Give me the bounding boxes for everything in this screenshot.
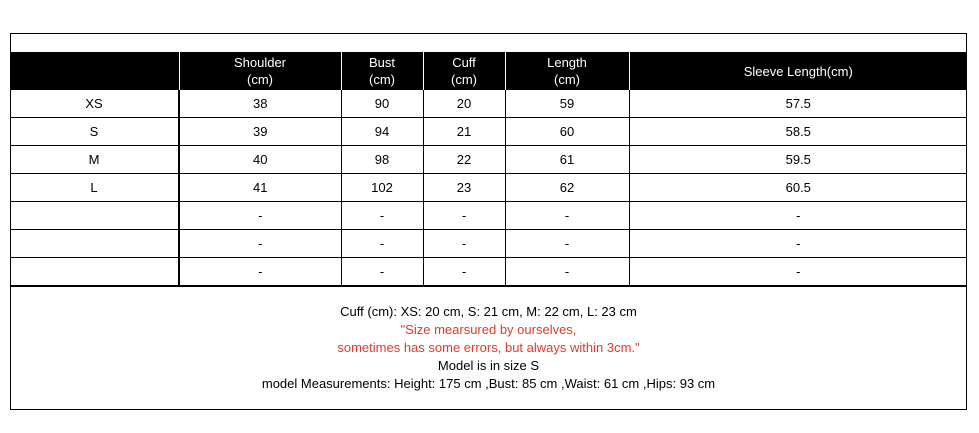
- cell-sleeve-length: 59.5: [629, 146, 967, 174]
- cell-cuff: 20: [423, 90, 505, 118]
- size-table: [10, 52, 967, 287]
- cell-length: -: [505, 202, 629, 230]
- cell-size: [10, 258, 179, 287]
- cell-size: L: [10, 174, 179, 202]
- disclaimer-line-1: "Size mearsured by ourselves,: [400, 322, 577, 337]
- cell-shoulder: -: [179, 230, 341, 258]
- cell-sleeve-length: -: [629, 202, 967, 230]
- header-length: Length (cm): [505, 52, 629, 90]
- table-row: [10, 118, 967, 146]
- table-header-row: [10, 52, 967, 90]
- table-row: [10, 202, 967, 230]
- cell-bust: 102: [341, 174, 423, 202]
- cell-size: M: [10, 146, 179, 174]
- header-bust: Bust (cm): [341, 52, 423, 90]
- header-cuff: Cuff (cm): [423, 52, 505, 90]
- cell-size: [10, 202, 179, 230]
- cuff-note: Cuff (cm): XS: 20 cm, S: 21 cm, M: 22 cm, L: 23 cm: [340, 304, 637, 319]
- cell-length: -: [505, 258, 629, 287]
- cell-bust: 98: [341, 146, 423, 174]
- cell-size: [10, 230, 179, 258]
- cell-bust: 90: [341, 90, 423, 118]
- cell-cuff: 23: [423, 174, 505, 202]
- cell-sleeve-length: -: [629, 258, 967, 287]
- cell-bust: -: [341, 202, 423, 230]
- cell-cuff: -: [423, 258, 505, 287]
- cell-length: 59: [505, 90, 629, 118]
- cell-cuff: -: [423, 202, 505, 230]
- cell-sleeve-length: -: [629, 230, 967, 258]
- cell-bust: -: [341, 258, 423, 287]
- table-row: [10, 258, 967, 287]
- table-row: [10, 174, 967, 202]
- size-notes: [10, 303, 967, 393]
- cell-sleeve-length: 58.5: [629, 118, 967, 146]
- cell-cuff: 22: [423, 146, 505, 174]
- header-shoulder: Shoulder (cm): [179, 52, 341, 90]
- table-row: [10, 146, 967, 174]
- header-sleeve-length: Sleeve Length(cm): [629, 52, 967, 90]
- table-row: [10, 230, 967, 258]
- cell-shoulder: 39: [179, 118, 341, 146]
- cell-length: 62: [505, 174, 629, 202]
- cell-shoulder: 38: [179, 90, 341, 118]
- model-measurements-note: model Measurements: Height: 175 cm ,Bust: 85 cm ,Waist: 61 cm ,Hips: 93 cm: [261, 376, 716, 391]
- cell-shoulder: -: [179, 258, 341, 287]
- cell-length: -: [505, 230, 629, 258]
- cell-shoulder: -: [179, 202, 341, 230]
- model-size-note: Model is in size S: [437, 358, 540, 373]
- cell-cuff: 21: [423, 118, 505, 146]
- cell-size: S: [10, 118, 179, 146]
- header-size: [10, 52, 179, 90]
- cell-bust: 94: [341, 118, 423, 146]
- cell-sleeve-length: 60.5: [629, 174, 967, 202]
- cell-bust: -: [341, 230, 423, 258]
- cell-length: 60: [505, 118, 629, 146]
- table-row: [10, 90, 967, 118]
- cell-sleeve-length: 57.5: [629, 90, 967, 118]
- cell-shoulder: 40: [179, 146, 341, 174]
- cell-size: XS: [10, 90, 179, 118]
- cell-length: 61: [505, 146, 629, 174]
- cell-cuff: -: [423, 230, 505, 258]
- disclaimer-line-2: sometimes has some errors, but always within 3cm.": [337, 340, 640, 355]
- cell-shoulder: 41: [179, 174, 341, 202]
